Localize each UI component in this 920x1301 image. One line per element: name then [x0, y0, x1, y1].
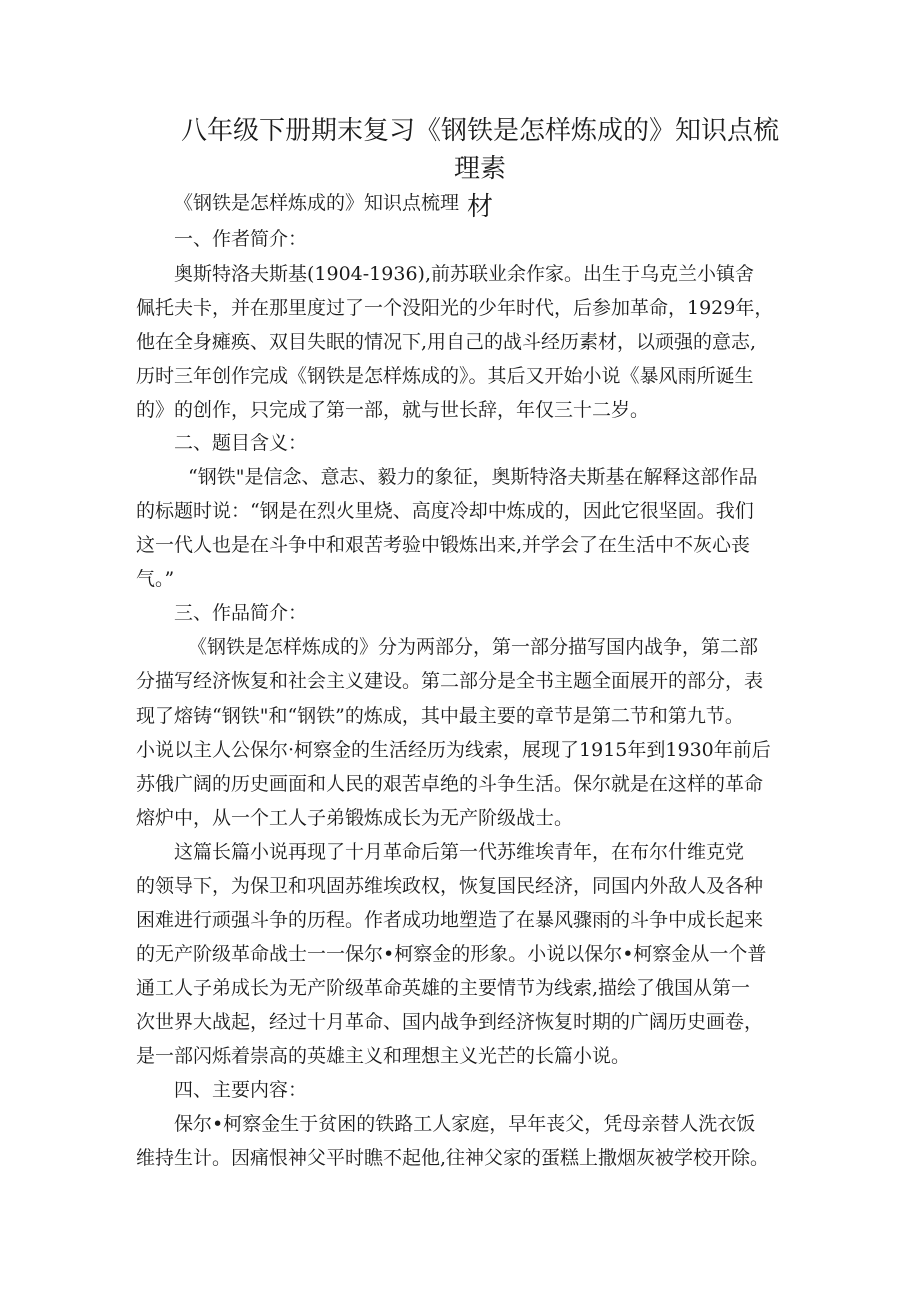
paragraph-line: 佩托夫卡，并在那里度过了一个没阳光的少年时代，后参加革命，1929年， [136, 297, 774, 319]
section-heading-author: 一、作者简介： [174, 228, 308, 250]
paragraph-line: 这篇长篇小说再现了十月革命后第一代苏维埃青年，在布尔什维克党 [174, 841, 745, 863]
paragraph-line: 的无产阶级革命战士一一保尔•柯察金的形象。小说以保尔•柯察金从一个普 [136, 943, 767, 965]
paragraph-line: 的领导下，为保卫和巩固苏维埃政权，恢复国民经济，同国内外敌人及各种 [136, 875, 764, 897]
title-line-1: 八年级下册期末复习《钢铁是怎样炼成的》知识点梳理素 [180, 116, 779, 184]
paragraph-line: 苏俄广阔的历史画面和人民的艰苦卓绝的斗争生活。保尔就是在这样的革命 [136, 773, 764, 795]
section-heading-main-content: 四、主要内容： [174, 1079, 308, 1101]
paragraph-line: 这一代人也是在斗争中和艰苦考验中锻炼出来,并学会了在生活中不灰心丧 [136, 534, 751, 556]
paragraph-line: 《钢铁是怎样炼成的》分为两部分，第一部分描写国内战争，第二部 [188, 636, 759, 658]
paragraph-line: 困难进行顽强斗争的历程。作者成功地塑造了在暴风骤雨的斗争中成长起来 [136, 909, 764, 931]
paragraph-line: “钢铁"是信念、意志、毅力的象征，奥斯特洛夫斯基在解释这部作品 [188, 466, 758, 488]
paragraph-line: 奥斯特洛夫斯基(1904-1936),前苏联业余作家。出生于乌克兰小镇舍 [174, 263, 754, 285]
paragraph-line: 分描写经济恢复和社会主义建设。第二部分是全书主题全面展开的部分，表 [136, 670, 764, 692]
section-heading-work-intro: 三、作品简介： [174, 602, 308, 624]
paragraph-line: 小说以主人公保尔·柯察金的生活经历为线索，展现了1915年到1930年前后 [136, 739, 771, 761]
paragraph-line: 维持生计。因痛恨神父平时瞧不起他,往神父家的蛋糕上撒烟灰被学校开除。 [136, 1147, 770, 1169]
paragraph-line: 气。” [136, 568, 175, 590]
paragraph-line: 通工人子弟成长为无产阶级革命英雄的主要情节为线索,描绘了俄国从第一 [136, 977, 751, 999]
paragraph-line: 次世界大战起，经过十月革命、国内战争到经济恢复时期的广阔历史画卷， [136, 1011, 764, 1033]
paragraph-line: 保尔•柯察金生于贫困的铁路工人家庭，早年丧父，凭母亲替人洗衣饭 [174, 1113, 756, 1135]
paragraph-line: 的》的创作，只完成了第一部，就与世长辞，年仅三十二岁。 [136, 399, 650, 421]
paragraph-line: 熔炉中，从一个工人子弟锻炼成长为无产阶级战士。 [136, 807, 574, 829]
title-line-2: 材 [466, 192, 493, 222]
paragraph-line: 他在全身瘫痪、双目失眠的情况下,用自己的战斗经历素材，以顽强的意志, [136, 331, 757, 353]
subtitle: 《钢铁是怎样炼成的》知识点梳理 [174, 192, 460, 214]
paragraph-line: 现了熔铸“钢铁"和“钢铁”的炼成，其中最主要的章节是第二节和第九节。 [136, 705, 744, 727]
paragraph-line: 是一部闪烁着崇高的英雄主义和理想主义光芒的长篇小说。 [136, 1045, 631, 1067]
section-heading-title-meaning: 二、题目含义： [174, 432, 308, 454]
paragraph-line: 历时三年创作完成《钢铁是怎样炼成的》。其后又开始小说《暴风雨所诞生 [136, 365, 754, 387]
paragraph-line: 的标题时说：“钢是在烈火里烧、高度冷却中炼成的，因此它很坚固。我们 [136, 500, 754, 522]
